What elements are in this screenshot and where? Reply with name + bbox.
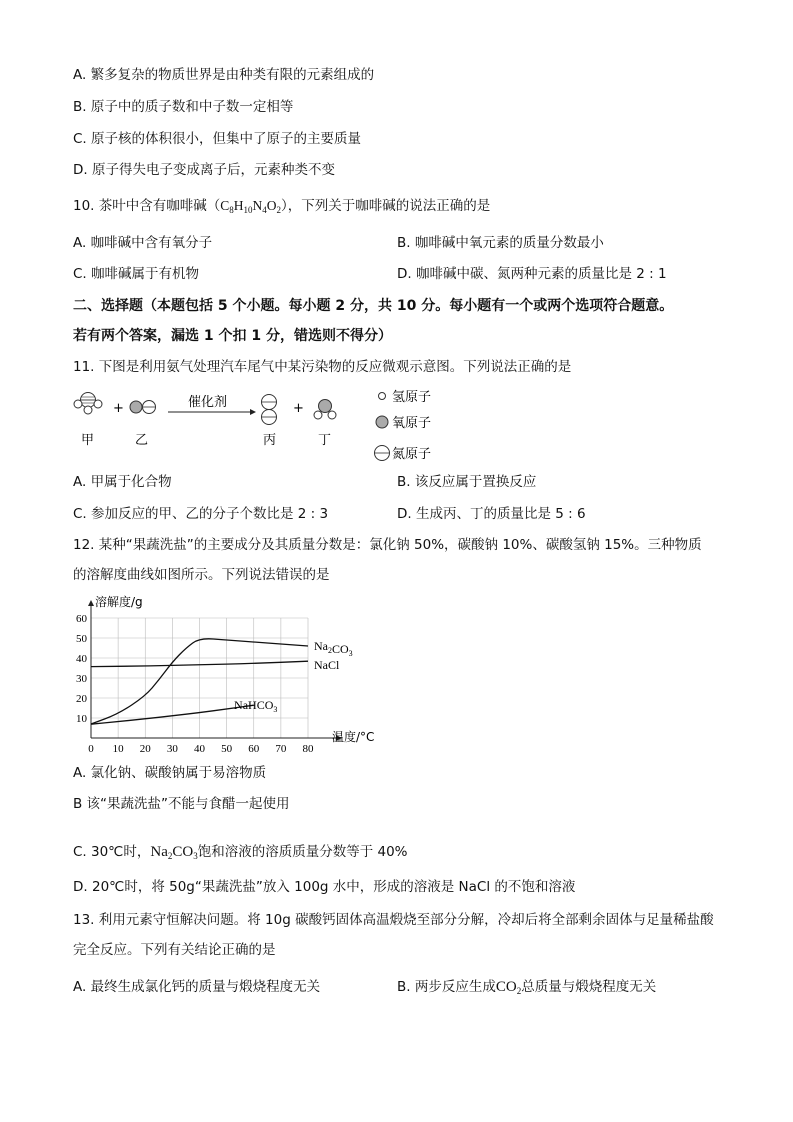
- na2co3-formula: $Na_2CO_3$: [150, 844, 198, 861]
- series-label-nacl: NaCl: [314, 658, 340, 672]
- y-tick-label-30: 30: [76, 673, 87, 685]
- q10-option-a: A. 咖啡碱中含有氧分子: [73, 235, 213, 251]
- q9-option-d: D. 原子得失电子变成离子后，元素种类不变: [73, 162, 335, 178]
- y-tick-label-40: 40: [76, 653, 87, 665]
- caffeine-formula: $C_8H_{10}N_4O_2$: [220, 198, 282, 215]
- x-tick-label-10: 10: [112, 743, 124, 755]
- section2-heading-line1: 二、选择题（本题包括 5 个小题。每小题 2 分，共 10 分。每小题有一个或两个选项符合题意。: [73, 298, 674, 314]
- q10-stem-post: ），下列关于咖啡碱的说法正确的是: [281, 198, 491, 214]
- q13-stem-line1: 13. 利用元素守恒解决问题。将 10g 碳酸钙固体高温煅烧至部分分解，冷却后将全部剩余固体与足量稀盐酸: [73, 912, 714, 928]
- series-label-nahco3: NaHCO$_3$: [234, 698, 278, 715]
- x-tick-label-70: 70: [275, 743, 287, 755]
- label-bing: 丙: [263, 433, 277, 448]
- y-axis-label: 溶解度/g: [95, 595, 143, 609]
- q11-option-c: C. 参加反应的甲、乙的分子个数比是 2 : 3: [73, 506, 329, 522]
- q11-option-b: B. 该反应属于置换反应: [397, 474, 537, 490]
- q12-option-c: [73, 843, 408, 861]
- x-tick-label-20: 20: [139, 743, 151, 755]
- co2-formula: $CO_2$: [495, 979, 522, 996]
- y-tick-label-50: 50: [76, 633, 87, 645]
- q13-option-b: [397, 978, 656, 996]
- q10-option-b: B. 咖啡碱中氧元素的质量分数最小: [397, 235, 604, 251]
- q10-option-d: D. 咖啡碱中碳、氮两种元素的质量比是 2 : 1: [397, 266, 667, 282]
- plus-1: +: [113, 401, 124, 416]
- q9-option-a: A. 繁多复杂的物质世界是由种类有限的元素组成的: [73, 67, 375, 83]
- x-tick-label-40: 40: [194, 743, 205, 755]
- q10-option-c: C. 咖啡碱属于有机物: [73, 266, 200, 282]
- molecule-jia: [74, 393, 102, 415]
- q11-option-d: D. 生成丙、丁的质量比是 5 : 6: [397, 506, 586, 522]
- label-yi: 乙: [135, 433, 149, 448]
- q10-stem: [73, 197, 490, 215]
- x-tick-label-0: 0: [88, 743, 94, 755]
- solubility-chart: [60, 592, 380, 762]
- legend-h: [379, 390, 432, 405]
- q9-option-b: B. 原子中的质子数和中子数一定相等: [73, 99, 294, 115]
- label-ding: 丁: [318, 433, 332, 448]
- q12-stem-line2: 的溶解度曲线如图所示。下列说法错误的是: [73, 567, 330, 583]
- legend-n-label: 氮原子: [392, 447, 432, 462]
- y-tick-label-60: 60: [76, 613, 87, 625]
- catalyst-label: 催化剂: [188, 395, 228, 410]
- y-tick-label-20: 20: [76, 693, 87, 705]
- legend-n: [370, 442, 470, 464]
- y-tick-label-10: 10: [76, 713, 87, 725]
- molecule-ding: [314, 400, 336, 420]
- q12-option-a: A. 氯化钠、碳酸钠属于易溶物质: [73, 765, 267, 781]
- x-axis-label: 温度/°C: [332, 730, 375, 744]
- legend-o: [376, 416, 431, 431]
- q11-stem: 11. 下图是利用氨气处理汽车尾气中某污染物的反应微观示意图。下列说法正确的是: [73, 359, 572, 375]
- q10-stem-pre: 10. 茶叶中含有咖啡碱（: [73, 198, 221, 214]
- legend-o-label: 氧原子: [392, 416, 432, 431]
- q12-option-c-pre: C. 30℃时，: [73, 844, 151, 860]
- q12-option-b: B 该“果蔬洗盐”不能与食醋一起使用: [73, 796, 290, 812]
- label-jia: 甲: [81, 433, 95, 448]
- q13-option-a: A. 最终生成氯化钙的质量与煅烧程度无关: [73, 979, 321, 995]
- q13-option-b-pre: B. 两步反应生成: [397, 979, 496, 995]
- q11-option-a: A. 甲属于化合物: [73, 474, 172, 490]
- legend-h-label: 氢原子: [392, 390, 432, 405]
- x-tick-label-80: 80: [302, 743, 314, 755]
- x-tick-label-30: 30: [166, 743, 178, 755]
- section2-heading-line2: 若有两个答案，漏选 1 个扣 1 分，错选则不得分）: [73, 328, 392, 344]
- q12-option-d: D. 20℃时，将 50g“果蔬洗盐”放入 100g 水中，形成的溶液是 NaCl 的不饱和溶液: [73, 879, 576, 895]
- y-axis-arrow: [88, 600, 94, 606]
- molecule-bing: [262, 395, 277, 425]
- plus-2: +: [293, 401, 304, 416]
- x-tick-label-50: 50: [221, 743, 233, 755]
- chart-grid: [88, 600, 342, 741]
- molecule-yi: [130, 401, 156, 414]
- series-label-na2co3: $Na_2CO_3$: [314, 639, 353, 658]
- q13-stem-line2: 完全反应。下列有关结论正确的是: [73, 942, 276, 958]
- q13-option-b-post: 总质量与煅烧程度无关: [521, 979, 657, 995]
- x-tick-label-60: 60: [248, 743, 260, 755]
- q9-option-c: C. 原子核的体积很小，但集中了原子的主要质量: [73, 131, 362, 147]
- q12-stem-line1: 12. 某种“果蔬洗盐”的主要成分及其质量分数是：氯化钠 50%，碳酸钠 10%、碳酸氢钠 15%。三种物质: [73, 537, 702, 553]
- q12-option-c-post: 饱和溶液的溶质质量分数等于 40%: [197, 844, 408, 860]
